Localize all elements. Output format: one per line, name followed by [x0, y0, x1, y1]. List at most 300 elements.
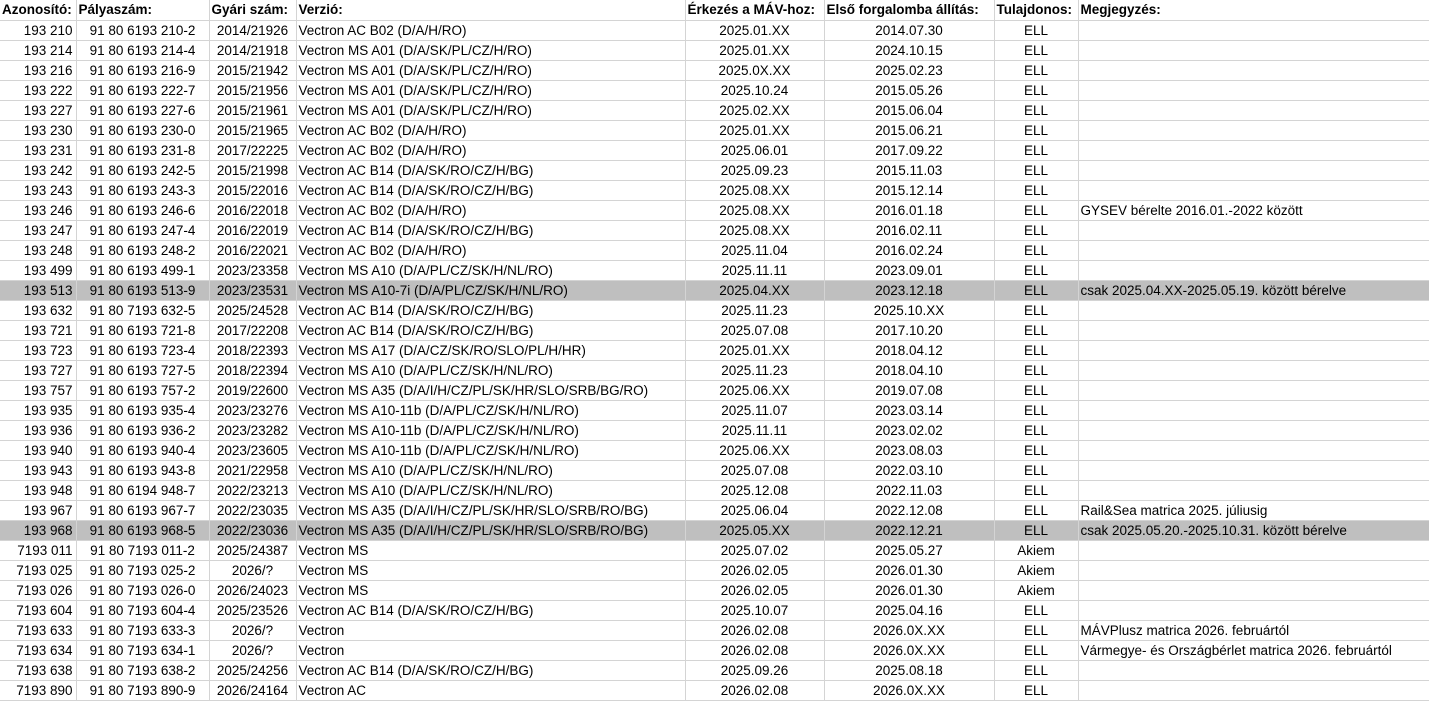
cell-id[interactable]: 193 727: [0, 360, 76, 380]
cell-version[interactable]: Vectron MS: [296, 560, 685, 580]
cell-arrival[interactable]: 2025.07.02: [685, 540, 824, 560]
cell-arrival[interactable]: 2025.01.XX: [685, 20, 824, 40]
cell-uic-number[interactable]: 91 80 6193 246-6: [76, 200, 209, 220]
cell-uic-number[interactable]: 91 80 6193 247-4: [76, 220, 209, 240]
cell-serial-number[interactable]: 2018/22393: [209, 340, 296, 360]
cell-arrival[interactable]: 2025.07.08: [685, 460, 824, 480]
header-uic-number[interactable]: Pályaszám:: [76, 0, 209, 20]
cell-first-service[interactable]: 2016.02.24: [824, 240, 994, 260]
cell-serial-number[interactable]: 2023/23282: [209, 420, 296, 440]
cell-owner[interactable]: ELL: [994, 200, 1078, 220]
cell-serial-number[interactable]: 2025/24256: [209, 660, 296, 680]
table-row: [0, 60, 1429, 80]
cell-first-service[interactable]: 2026.0X.XX: [824, 620, 994, 640]
cell-owner[interactable]: ELL: [994, 360, 1078, 380]
cell-serial-number[interactable]: 2023/23531: [209, 280, 296, 300]
cell-uic-number[interactable]: 91 80 7193 890-9: [76, 680, 209, 700]
cell-arrival[interactable]: 2025.07.08: [685, 320, 824, 340]
cell-note[interactable]: [1078, 60, 1429, 80]
cell-owner[interactable]: ELL: [994, 20, 1078, 40]
cell-uic-number[interactable]: 91 80 6193 968-5: [76, 520, 209, 540]
cell-owner[interactable]: ELL: [994, 60, 1078, 80]
cell-first-service[interactable]: 2015.06.04: [824, 100, 994, 120]
cell-first-service[interactable]: 2023.03.14: [824, 400, 994, 420]
cell-uic-number[interactable]: 91 80 6193 936-2: [76, 420, 209, 440]
cell-owner[interactable]: ELL: [994, 80, 1078, 100]
cell-first-service[interactable]: 2026.01.30: [824, 580, 994, 600]
cell-arrival[interactable]: 2025.10.24: [685, 80, 824, 100]
cell-note[interactable]: [1078, 400, 1429, 420]
cell-uic-number[interactable]: 91 80 6193 216-9: [76, 60, 209, 80]
cell-note[interactable]: GYSEV bérelte 2016.01.-2022 között: [1078, 200, 1429, 220]
cell-arrival[interactable]: 2025.11.11: [685, 420, 824, 440]
cell-serial-number[interactable]: 2025/24528: [209, 300, 296, 320]
cell-owner[interactable]: ELL: [994, 620, 1078, 640]
cell-id[interactable]: 7193 026: [0, 580, 76, 600]
cell-note[interactable]: [1078, 40, 1429, 60]
cell-first-service[interactable]: 2017.09.22: [824, 140, 994, 160]
cell-uic-number[interactable]: 91 80 6193 210-2: [76, 20, 209, 40]
cell-version[interactable]: Vectron: [296, 640, 685, 660]
cell-note[interactable]: [1078, 420, 1429, 440]
cell-first-service[interactable]: 2026.01.30: [824, 560, 994, 580]
table-row: [0, 300, 1429, 320]
cell-note[interactable]: [1078, 240, 1429, 260]
cell-uic-number[interactable]: 91 80 6193 242-5: [76, 160, 209, 180]
cell-id[interactable]: 193 247: [0, 220, 76, 240]
cell-version[interactable]: Vectron MS: [296, 540, 685, 560]
cell-arrival[interactable]: 2025.06.01: [685, 140, 824, 160]
cell-serial-number[interactable]: 2015/21998: [209, 160, 296, 180]
cell-uic-number[interactable]: 91 80 7193 633-3: [76, 620, 209, 640]
cell-id[interactable]: 7193 638: [0, 660, 76, 680]
cell-note[interactable]: csak 2025.05.20.-2025.10.31. között bérelve: [1078, 520, 1429, 540]
cell-first-service[interactable]: 2015.12.14: [824, 180, 994, 200]
cell-uic-number[interactable]: 91 80 6193 935-4: [76, 400, 209, 420]
cell-owner[interactable]: Akiem: [994, 580, 1078, 600]
cell-uic-number[interactable]: 91 80 6194 948-7: [76, 480, 209, 500]
cell-id[interactable]: 193 967: [0, 500, 76, 520]
cell-arrival[interactable]: 2026.02.05: [685, 580, 824, 600]
cell-id[interactable]: 193 242: [0, 160, 76, 180]
cell-arrival[interactable]: 2025.12.08: [685, 480, 824, 500]
table-body: [0, 20, 1429, 700]
cell-serial-number[interactable]: 2017/22208: [209, 320, 296, 340]
cell-version[interactable]: Vectron AC B02 (D/A/H/RO): [296, 120, 685, 140]
cell-uic-number[interactable]: 91 80 7193 025-2: [76, 560, 209, 580]
cell-owner[interactable]: ELL: [994, 640, 1078, 660]
cell-owner[interactable]: ELL: [994, 300, 1078, 320]
header-row: [0, 0, 1429, 20]
cell-owner[interactable]: ELL: [994, 520, 1078, 540]
table-row: [0, 360, 1429, 380]
cell-arrival[interactable]: 2025.08.XX: [685, 180, 824, 200]
cell-owner[interactable]: ELL: [994, 120, 1078, 140]
cell-id[interactable]: 193 940: [0, 440, 76, 460]
table-row: [0, 80, 1429, 100]
cell-version[interactable]: Vectron AC B14 (D/A/SK/RO/CZ/H/BG): [296, 600, 685, 620]
header-first-service[interactable]: Első forgalomba állítás:: [824, 0, 994, 20]
cell-serial-number[interactable]: 2023/23358: [209, 260, 296, 280]
cell-id[interactable]: 193 210: [0, 20, 76, 40]
table-row: [0, 20, 1429, 40]
cell-serial-number[interactable]: 2017/22225: [209, 140, 296, 160]
table-row: [0, 600, 1429, 620]
cell-owner[interactable]: ELL: [994, 660, 1078, 680]
cell-serial-number[interactable]: 2022/23213: [209, 480, 296, 500]
cell-id[interactable]: 193 231: [0, 140, 76, 160]
cell-arrival[interactable]: 2025.04.XX: [685, 280, 824, 300]
cell-first-service[interactable]: 2023.08.03: [824, 440, 994, 460]
cell-version[interactable]: Vectron AC B02 (D/A/H/RO): [296, 240, 685, 260]
cell-id[interactable]: 7193 890: [0, 680, 76, 700]
cell-serial-number[interactable]: 2018/22394: [209, 360, 296, 380]
cell-uic-number[interactable]: 91 80 6193 723-4: [76, 340, 209, 360]
cell-id[interactable]: 193 214: [0, 40, 76, 60]
cell-arrival[interactable]: 2025.09.23: [685, 160, 824, 180]
cell-id[interactable]: 193 968: [0, 520, 76, 540]
cell-uic-number[interactable]: 91 80 7193 026-0: [76, 580, 209, 600]
cell-arrival[interactable]: 2025.11.23: [685, 360, 824, 380]
cell-owner[interactable]: ELL: [994, 380, 1078, 400]
table-row: [0, 120, 1429, 140]
cell-note[interactable]: Vármegye- és Országbérlet matrica 2026. februártól: [1078, 640, 1429, 660]
cell-first-service[interactable]: 2025.08.18: [824, 660, 994, 680]
header-note[interactable]: Megjegyzés:: [1078, 0, 1429, 20]
cell-owner[interactable]: ELL: [994, 600, 1078, 620]
cell-id[interactable]: 193 216: [0, 60, 76, 80]
cell-serial-number[interactable]: 2025/23526: [209, 600, 296, 620]
cell-version[interactable]: Vectron MS A10 (D/A/PL/CZ/SK/H/NL/RO): [296, 480, 685, 500]
cell-note[interactable]: [1078, 580, 1429, 600]
cell-note[interactable]: [1078, 80, 1429, 100]
cell-note[interactable]: [1078, 540, 1429, 560]
cell-arrival[interactable]: 2025.06.XX: [685, 380, 824, 400]
cell-version[interactable]: Vectron MS A01 (D/A/SK/PL/CZ/H/RO): [296, 60, 685, 80]
table-row: [0, 220, 1429, 240]
cell-note[interactable]: [1078, 260, 1429, 280]
cell-owner[interactable]: ELL: [994, 240, 1078, 260]
cell-serial-number[interactable]: 2015/21942: [209, 60, 296, 80]
cell-arrival[interactable]: 2025.06.XX: [685, 440, 824, 460]
cell-owner[interactable]: ELL: [994, 340, 1078, 360]
cell-uic-number[interactable]: 91 80 6193 230-0: [76, 120, 209, 140]
cell-owner[interactable]: ELL: [994, 140, 1078, 160]
cell-id[interactable]: 193 936: [0, 420, 76, 440]
cell-id[interactable]: 193 948: [0, 480, 76, 500]
cell-serial-number[interactable]: 2026/?: [209, 640, 296, 660]
cell-serial-number[interactable]: 2016/22019: [209, 220, 296, 240]
cell-first-service[interactable]: 2016.02.11: [824, 220, 994, 240]
cell-arrival[interactable]: 2025.09.26: [685, 660, 824, 680]
cell-uic-number[interactable]: 91 80 7193 634-1: [76, 640, 209, 660]
cell-uic-number[interactable]: 91 80 6193 243-3: [76, 180, 209, 200]
cell-serial-number[interactable]: 2026/?: [209, 620, 296, 640]
cell-id[interactable]: 7193 011: [0, 540, 76, 560]
cell-id[interactable]: 193 222: [0, 80, 76, 100]
header-version[interactable]: Verzió:: [296, 0, 685, 20]
cell-owner[interactable]: ELL: [994, 260, 1078, 280]
cell-note[interactable]: [1078, 440, 1429, 460]
cell-first-service[interactable]: 2018.04.10: [824, 360, 994, 380]
cell-owner[interactable]: ELL: [994, 460, 1078, 480]
cell-uic-number[interactable]: 91 80 6193 499-1: [76, 260, 209, 280]
cell-version[interactable]: Vectron: [296, 620, 685, 640]
cell-first-service[interactable]: 2022.03.10: [824, 460, 994, 480]
cell-version[interactable]: Vectron MS A10-11b (D/A/PL/CZ/SK/H/NL/RO): [296, 440, 685, 460]
cell-uic-number[interactable]: 91 80 6193 721-8: [76, 320, 209, 340]
cell-serial-number[interactable]: 2019/22600: [209, 380, 296, 400]
cell-note[interactable]: [1078, 480, 1429, 500]
cell-first-service[interactable]: 2023.09.01: [824, 260, 994, 280]
cell-uic-number[interactable]: 91 80 6193 231-8: [76, 140, 209, 160]
cell-arrival[interactable]: 2025.06.04: [685, 500, 824, 520]
cell-version[interactable]: Vectron MS A01 (D/A/SK/PL/CZ/H/RO): [296, 40, 685, 60]
cell-id[interactable]: 193 632: [0, 300, 76, 320]
cell-arrival[interactable]: 2026.02.05: [685, 560, 824, 580]
cell-serial-number[interactable]: 2025/24387: [209, 540, 296, 560]
table-row: [0, 620, 1429, 640]
cell-version[interactable]: Vectron MS A17 (D/A/CZ/SK/RO/SLO/PL/H/HR): [296, 340, 685, 360]
header-id[interactable]: Azonosító:: [0, 0, 76, 20]
cell-note[interactable]: [1078, 660, 1429, 680]
table-row: [0, 580, 1429, 600]
cell-owner[interactable]: ELL: [994, 100, 1078, 120]
cell-uic-number[interactable]: 91 80 7193 632-5: [76, 300, 209, 320]
cell-arrival[interactable]: 2026.02.08: [685, 620, 824, 640]
cell-version[interactable]: Vectron MS A10-11b (D/A/PL/CZ/SK/H/NL/RO): [296, 400, 685, 420]
cell-first-service[interactable]: 2025.04.16: [824, 600, 994, 620]
cell-arrival[interactable]: 2025.01.XX: [685, 120, 824, 140]
cell-serial-number[interactable]: 2015/21956: [209, 80, 296, 100]
cell-owner[interactable]: ELL: [994, 680, 1078, 700]
cell-serial-number[interactable]: 2022/23036: [209, 520, 296, 540]
cell-uic-number[interactable]: 91 80 6193 248-2: [76, 240, 209, 260]
cell-arrival[interactable]: 2025.11.04: [685, 240, 824, 260]
cell-version[interactable]: Vectron AC B14 (D/A/SK/RO/CZ/H/BG): [296, 320, 685, 340]
cell-arrival[interactable]: 2025.01.XX: [685, 340, 824, 360]
cell-id[interactable]: 193 227: [0, 100, 76, 120]
table-row: [0, 480, 1429, 500]
cell-note[interactable]: [1078, 460, 1429, 480]
cell-version[interactable]: Vectron AC B14 (D/A/SK/RO/CZ/H/BG): [296, 180, 685, 200]
cell-note[interactable]: [1078, 300, 1429, 320]
cell-serial-number[interactable]: 2021/22958: [209, 460, 296, 480]
cell-uic-number[interactable]: 91 80 6193 940-4: [76, 440, 209, 460]
cell-version[interactable]: Vectron AC B14 (D/A/SK/RO/CZ/H/BG): [296, 300, 685, 320]
cell-uic-number[interactable]: 91 80 6193 943-8: [76, 460, 209, 480]
cell-serial-number[interactable]: 2026/?: [209, 560, 296, 580]
cell-owner[interactable]: ELL: [994, 480, 1078, 500]
cell-owner[interactable]: ELL: [994, 440, 1078, 460]
cell-owner[interactable]: ELL: [994, 420, 1078, 440]
cell-first-service[interactable]: 2015.05.26: [824, 80, 994, 100]
cell-first-service[interactable]: 2014.07.30: [824, 20, 994, 40]
cell-uic-number[interactable]: 91 80 6193 214-4: [76, 40, 209, 60]
cell-id[interactable]: 193 230: [0, 120, 76, 140]
cell-serial-number[interactable]: 2014/21918: [209, 40, 296, 60]
cell-first-service[interactable]: 2015.06.21: [824, 120, 994, 140]
cell-first-service[interactable]: 2015.11.03: [824, 160, 994, 180]
cell-uic-number[interactable]: 91 80 6193 227-6: [76, 100, 209, 120]
cell-owner[interactable]: ELL: [994, 280, 1078, 300]
cell-uic-number[interactable]: 91 80 7193 011-2: [76, 540, 209, 560]
cell-version[interactable]: Vectron MS A10 (D/A/PL/CZ/SK/H/NL/RO): [296, 460, 685, 480]
cell-uic-number[interactable]: 91 80 7193 604-4: [76, 600, 209, 620]
cell-owner[interactable]: ELL: [994, 320, 1078, 340]
cell-first-service[interactable]: 2017.10.20: [824, 320, 994, 340]
cell-serial-number[interactable]: 2015/22016: [209, 180, 296, 200]
cell-arrival[interactable]: 2025.0X.XX: [685, 60, 824, 80]
cell-id[interactable]: 193 757: [0, 380, 76, 400]
cell-version[interactable]: Vectron AC B02 (D/A/H/RO): [296, 20, 685, 40]
cell-arrival[interactable]: 2025.10.07: [685, 600, 824, 620]
cell-serial-number[interactable]: 2022/23035: [209, 500, 296, 520]
cell-first-service[interactable]: 2023.12.18: [824, 280, 994, 300]
cell-id[interactable]: 193 248: [0, 240, 76, 260]
cell-arrival[interactable]: 2025.08.XX: [685, 220, 824, 240]
cell-first-service[interactable]: 2025.02.23: [824, 60, 994, 80]
cell-arrival[interactable]: 2025.11.23: [685, 300, 824, 320]
cell-note[interactable]: Rail&Sea matrica 2025. júliusig: [1078, 500, 1429, 520]
cell-version[interactable]: Vectron AC B02 (D/A/H/RO): [296, 140, 685, 160]
cell-id[interactable]: 193 513: [0, 280, 76, 300]
cell-id[interactable]: 193 943: [0, 460, 76, 480]
cell-first-service[interactable]: 2023.02.02: [824, 420, 994, 440]
table-row: [0, 160, 1429, 180]
cell-serial-number[interactable]: 2016/22021: [209, 240, 296, 260]
cell-version[interactable]: Vectron AC: [296, 680, 685, 700]
cell-note[interactable]: [1078, 20, 1429, 40]
cell-note[interactable]: csak 2025.04.XX-2025.05.19. között bérelve: [1078, 280, 1429, 300]
cell-arrival[interactable]: 2025.01.XX: [685, 40, 824, 60]
cell-owner[interactable]: ELL: [994, 160, 1078, 180]
cell-note[interactable]: [1078, 180, 1429, 200]
cell-uic-number[interactable]: 91 80 6193 222-7: [76, 80, 209, 100]
cell-note[interactable]: [1078, 320, 1429, 340]
cell-id[interactable]: 193 246: [0, 200, 76, 220]
cell-first-service[interactable]: 2022.11.03: [824, 480, 994, 500]
cell-first-service[interactable]: 2018.04.12: [824, 340, 994, 360]
cell-uic-number[interactable]: 91 80 6193 757-2: [76, 380, 209, 400]
cell-serial-number[interactable]: 2015/21961: [209, 100, 296, 120]
cell-version[interactable]: Vectron MS A01 (D/A/SK/PL/CZ/H/RO): [296, 80, 685, 100]
cell-version[interactable]: Vectron MS A10 (D/A/PL/CZ/SK/H/NL/RO): [296, 360, 685, 380]
cell-note[interactable]: [1078, 220, 1429, 240]
cell-first-service[interactable]: 2022.12.21: [824, 520, 994, 540]
cell-owner[interactable]: Akiem: [994, 560, 1078, 580]
cell-note[interactable]: MÁVPlusz matrica 2026. februártól: [1078, 620, 1429, 640]
cell-owner[interactable]: ELL: [994, 500, 1078, 520]
cell-uic-number[interactable]: 91 80 6193 513-9: [76, 280, 209, 300]
cell-serial-number[interactable]: 2015/21965: [209, 120, 296, 140]
cell-first-service[interactable]: 2022.12.08: [824, 500, 994, 520]
cell-owner[interactable]: Akiem: [994, 540, 1078, 560]
cell-id[interactable]: 7193 634: [0, 640, 76, 660]
table-row: [0, 340, 1429, 360]
cell-note[interactable]: [1078, 100, 1429, 120]
cell-serial-number[interactable]: 2016/22018: [209, 200, 296, 220]
cell-version[interactable]: Vectron MS A35 (D/A/I/H/CZ/PL/SK/HR/SLO/SRB/RO/BG): [296, 500, 685, 520]
cell-uic-number[interactable]: 91 80 7193 638-2: [76, 660, 209, 680]
cell-arrival[interactable]: 2025.02.XX: [685, 100, 824, 120]
cell-note[interactable]: [1078, 340, 1429, 360]
cell-serial-number[interactable]: 2026/24164: [209, 680, 296, 700]
cell-note[interactable]: [1078, 680, 1429, 700]
cell-arrival[interactable]: 2025.11.07: [685, 400, 824, 420]
cell-note[interactable]: [1078, 380, 1429, 400]
cell-note[interactable]: [1078, 600, 1429, 620]
cell-first-service[interactable]: 2026.0X.XX: [824, 680, 994, 700]
table-row: [0, 640, 1429, 660]
cell-serial-number[interactable]: 2023/23276: [209, 400, 296, 420]
cell-owner[interactable]: ELL: [994, 220, 1078, 240]
cell-id[interactable]: 193 721: [0, 320, 76, 340]
cell-first-service[interactable]: 2019.07.08: [824, 380, 994, 400]
table-row: [0, 200, 1429, 220]
header-serial-number[interactable]: Gyári szám:: [209, 0, 296, 20]
cell-version[interactable]: Vectron MS A01 (D/A/SK/PL/CZ/H/RO): [296, 100, 685, 120]
cell-id[interactable]: 7193 025: [0, 560, 76, 580]
cell-note[interactable]: [1078, 560, 1429, 580]
cell-note[interactable]: [1078, 140, 1429, 160]
cell-id[interactable]: 193 935: [0, 400, 76, 420]
header-arrival[interactable]: Érkezés a MÁV-hoz:: [685, 0, 824, 20]
cell-version[interactable]: Vectron MS A10-11b (D/A/PL/CZ/SK/H/NL/RO): [296, 420, 685, 440]
cell-version[interactable]: Vectron MS A10-7i (D/A/PL/CZ/SK/H/NL/RO): [296, 280, 685, 300]
table-row: [0, 520, 1429, 540]
cell-id[interactable]: 193 723: [0, 340, 76, 360]
cell-version[interactable]: Vectron MS A35 (D/A/I/H/CZ/PL/SK/HR/SLO/SRB/RO/BG): [296, 520, 685, 540]
cell-first-service[interactable]: 2026.0X.XX: [824, 640, 994, 660]
cell-uic-number[interactable]: 91 80 6193 967-7: [76, 500, 209, 520]
cell-first-service[interactable]: 2024.10.15: [824, 40, 994, 60]
cell-arrival[interactable]: 2025.08.XX: [685, 200, 824, 220]
cell-serial-number[interactable]: 2026/24023: [209, 580, 296, 600]
cell-arrival[interactable]: 2025.05.XX: [685, 520, 824, 540]
cell-version[interactable]: Vectron MS A35 (D/A/I/H/CZ/PL/SK/HR/SLO/SRB/BG/RO): [296, 380, 685, 400]
cell-first-service[interactable]: 2016.01.18: [824, 200, 994, 220]
cell-note[interactable]: [1078, 120, 1429, 140]
cell-version[interactable]: Vectron AC B14 (D/A/SK/RO/CZ/H/BG): [296, 160, 685, 180]
header-owner[interactable]: Tulajdonos:: [994, 0, 1078, 20]
cell-arrival[interactable]: 2025.11.11: [685, 260, 824, 280]
cell-arrival[interactable]: 2026.02.08: [685, 640, 824, 660]
cell-note[interactable]: [1078, 160, 1429, 180]
cell-first-service[interactable]: 2025.05.27: [824, 540, 994, 560]
cell-version[interactable]: Vectron AC B14 (D/A/SK/RO/CZ/H/BG): [296, 220, 685, 240]
cell-version[interactable]: Vectron AC B02 (D/A/H/RO): [296, 200, 685, 220]
cell-version[interactable]: Vectron AC B14 (D/A/SK/RO/CZ/H/BG): [296, 660, 685, 680]
cell-serial-number[interactable]: 2014/21926: [209, 20, 296, 40]
table-row: [0, 320, 1429, 340]
cell-id[interactable]: 7193 604: [0, 600, 76, 620]
cell-arrival[interactable]: 2026.02.08: [685, 680, 824, 700]
cell-version[interactable]: Vectron MS: [296, 580, 685, 600]
cell-note[interactable]: [1078, 360, 1429, 380]
table-row: [0, 240, 1429, 260]
cell-serial-number[interactable]: 2023/23605: [209, 440, 296, 460]
cell-owner[interactable]: ELL: [994, 180, 1078, 200]
cell-first-service[interactable]: 2025.10.XX: [824, 300, 994, 320]
cell-id[interactable]: 193 499: [0, 260, 76, 280]
cell-id[interactable]: 193 243: [0, 180, 76, 200]
cell-id[interactable]: 7193 633: [0, 620, 76, 640]
cell-uic-number[interactable]: 91 80 6193 727-5: [76, 360, 209, 380]
cell-owner[interactable]: ELL: [994, 400, 1078, 420]
cell-owner[interactable]: ELL: [994, 40, 1078, 60]
cell-version[interactable]: Vectron MS A10 (D/A/PL/CZ/SK/H/NL/RO): [296, 260, 685, 280]
